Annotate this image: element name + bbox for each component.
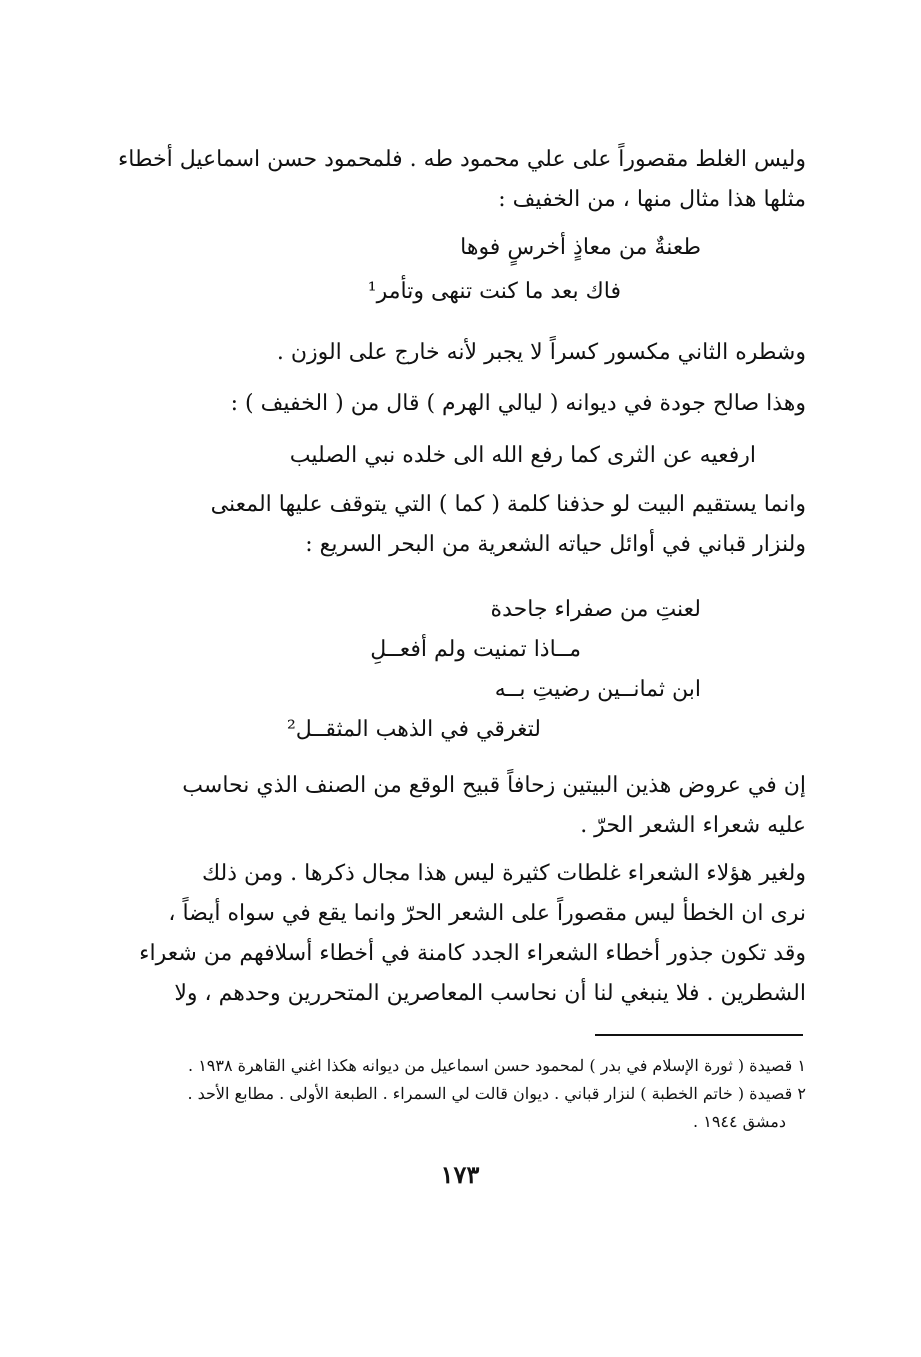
footnote-1: ١ قصيدة ( ثورة الإسلام في بدر ) لمحمود حسن اسماعيل من ديوانه هكذا اغني القاهرة ١٩٣٨ .	[188, 1056, 806, 1075]
text-line: وشطره الثاني مكسور كسراً لا يجبر لأنه خارج على الوزن .	[276, 340, 806, 365]
text-line: وقد تكون جذور أخطاء الشعراء الجدد كامنة في أخطاء أسلافهم من شعراء	[139, 941, 806, 966]
text-line: وليس الغلط مقصوراً على علي محمود طه . فلمحمود حسن اسماعيل أخطاء	[117, 147, 806, 172]
text-line: مثلها هذا مثال منها ، من الخفيف :	[498, 187, 806, 212]
verse-line: لعنتِ من صفراء جاحدة	[490, 597, 701, 622]
text-line: نرى ان الخطأ ليس مقصوراً على الشعر الحرّ وانما يقع في سواه أيضاً ،	[168, 901, 806, 926]
footnote-2: ٢ قصيدة ( خاتم الخطبة ) لنزار قباني . ديوان قالت لي السمراء . الطبعة الأولى . مطابع الأحد .	[187, 1084, 806, 1103]
paragraph-3	[116, 384, 806, 424]
verse-line: طعنةٌ من معاذٍ أخرسٍ فوها	[460, 235, 701, 260]
footnote-divider	[595, 1034, 803, 1036]
text-line: ولنزار قباني في أوائل حياته الشعرية من البحر السريع :	[305, 532, 806, 557]
paragraph-2	[116, 333, 806, 373]
page-number: ١٧٣	[440, 1160, 480, 1189]
verse-line: مــاذا تمنيت ولم أفعــلِ	[370, 637, 581, 662]
verse-line: فاك بعد ما كنت تنهى وتأمر¹	[367, 279, 621, 304]
footnotes	[106, 1052, 806, 1136]
footnote-2-continuation: دمشق ١٩٤٤ .	[693, 1112, 786, 1131]
text-line: وهذا صالح جودة في ديوانه ( ليالي الهرم ) قال من ( الخفيف ) :	[230, 391, 806, 416]
paragraph-1	[116, 140, 806, 220]
paragraph-6	[116, 854, 806, 1014]
paragraph-5	[116, 766, 806, 846]
text-line: الشطرين . فلا ينبغي لنا أن نحاسب المعاصرين المتحررين وحدهم ، ولا	[174, 981, 806, 1006]
text-line: وانما يستقيم البيت لو حذفنا كلمة ( كما ) التي يتوقف عليها المعنى	[210, 492, 806, 517]
text-line: عليه شعراء الشعر الحرّ .	[580, 813, 806, 838]
text-line: إن في عروض هذين البيتين زحافاً قبيح الوقع من الصنف الذي نحاسب	[182, 773, 806, 798]
paragraph-4	[116, 485, 806, 565]
verse-line: لتغرقي في الذهب المثقــل²	[286, 717, 541, 742]
text-line: ولغير هؤلاء الشعراء غلطات كثيرة ليس هذا مجال ذكرها . ومن ذلك	[201, 861, 806, 886]
verse-line: ابن ثمانــين رضيتِ بــه	[494, 677, 701, 702]
verse-line: ارفعيه عن الثرى كما رفع الله الى خلده نبي الصليب	[289, 443, 756, 468]
